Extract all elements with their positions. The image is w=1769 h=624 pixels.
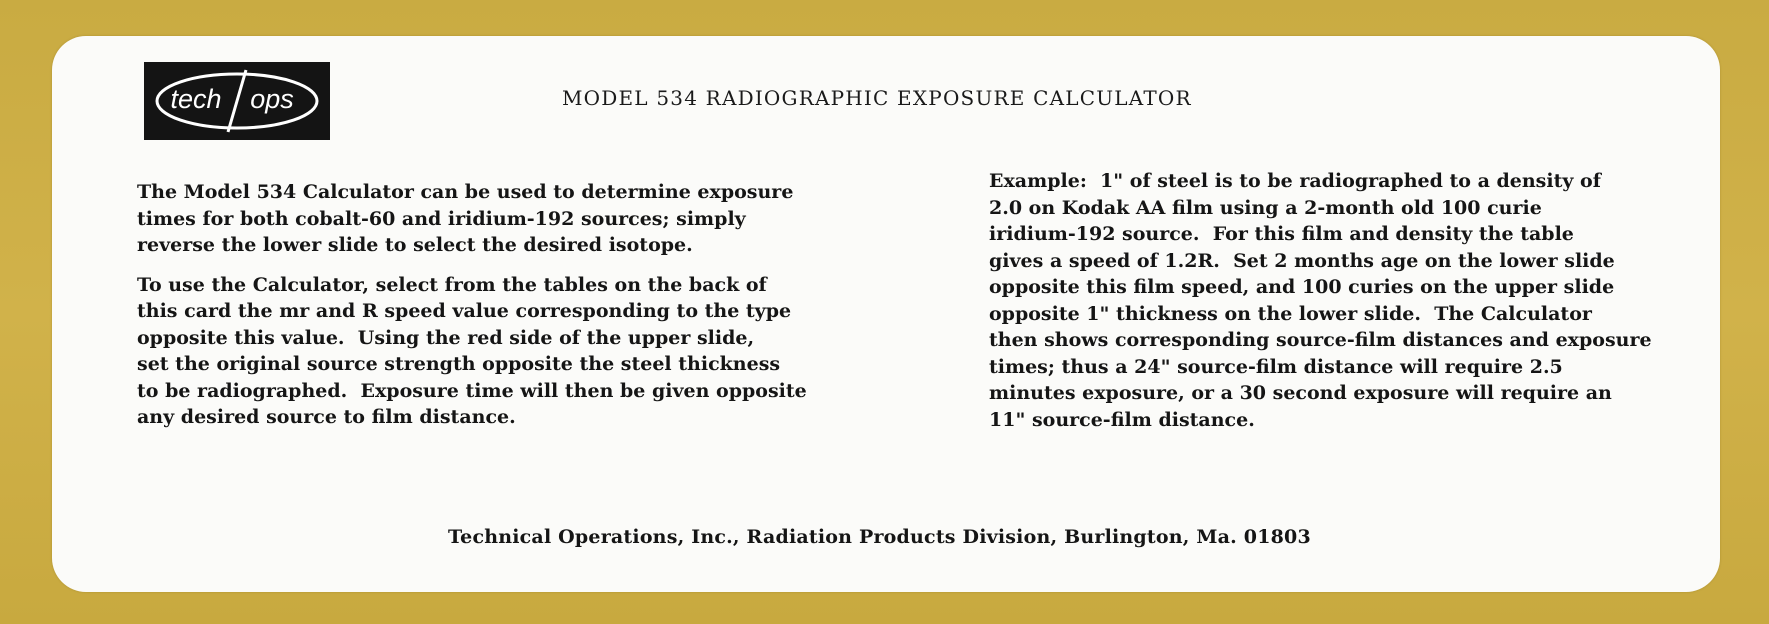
- techops-logo: [144, 62, 330, 140]
- example-line: iridium-192 source. For this film and density the table: [989, 223, 1574, 245]
- page-title: MODEL 534 RADIOGRAPHIC EXPOSURE CALCULATOR: [562, 86, 1192, 110]
- instruction-line: set the original source strength opposite the steel thickness: [137, 353, 781, 375]
- logo-left-text: tech: [170, 84, 222, 114]
- company-footer: Technical Operations, Inc., Radiation Products Division, Burlington, Ma. 01803: [448, 526, 1311, 548]
- example-line: Example: 1" of steel is to be radiographed to a density of: [989, 170, 1601, 192]
- example-line: times; thus a 24" source-film distance will require 2.5: [989, 355, 1563, 378]
- instruction-line: opposite this value. Using the red side of the upper slide,: [137, 326, 755, 349]
- instruction-line: The Model 534 Calculator can be used to determine exposure: [137, 181, 794, 203]
- calculator-card: [52, 36, 1720, 592]
- logo-right-text: ops: [250, 84, 294, 114]
- techops-logo-graphic: [144, 62, 330, 140]
- example-line: opposite this film speed, and 100 curies on the upper slide: [989, 276, 1615, 298]
- instruction-line: to be radiographed. Exposure time will then be given opposite: [137, 379, 807, 402]
- instruction-line: times for both cobalt-60 and iridium-192 sources; simply: [137, 207, 746, 230]
- instruction-line: To use the Calculator, select from the tables on the back of: [137, 273, 767, 296]
- example-line: opposite 1" thickness on the lower slide. The Calculator: [989, 302, 1592, 325]
- example-line: gives a speed of 1.2R. Set 2 months age on the lower slide: [989, 249, 1615, 272]
- instruction-line: this card the mr and R speed value corresponding to the type: [137, 300, 792, 322]
- example-line: then shows corresponding source-film distances and exposure: [989, 329, 1652, 351]
- example-line: minutes exposure, or a 30 second exposure will require an: [989, 382, 1612, 404]
- instruction-line: any desired source to film distance.: [137, 406, 516, 428]
- example-column: [989, 168, 1652, 433]
- example-line: 2.0 on Kodak AA film using a 2-month old 100 curie: [989, 196, 1542, 219]
- instruction-line: reverse the lower slide to select the desired isotope.: [137, 234, 693, 256]
- example-line: 11" source-film distance.: [989, 408, 1255, 431]
- paragraph-gap: [137, 259, 807, 272]
- instructions-column: [137, 179, 807, 431]
